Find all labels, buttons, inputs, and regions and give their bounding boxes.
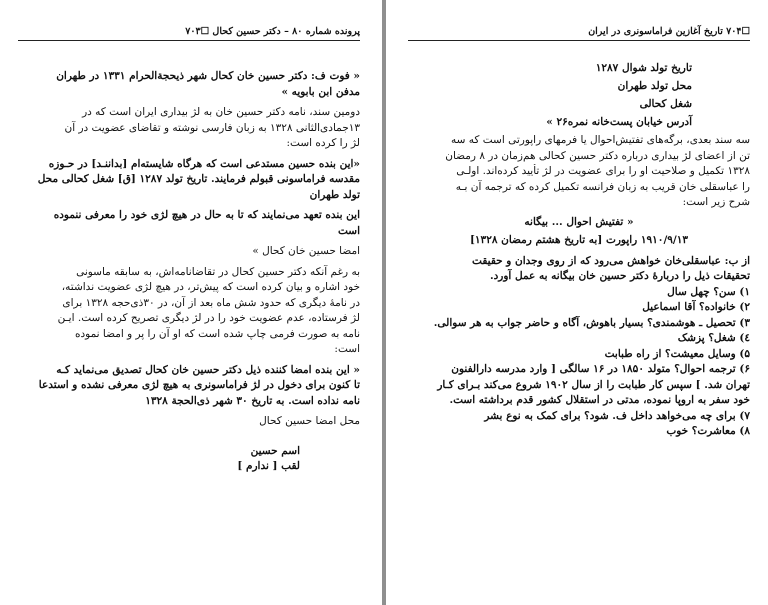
qa-line: ۳) تحصیل ـ هوشمندی؟ بسیار باهوش، آگاه و حاضر جواب به هر سوالی. [433, 316, 750, 329]
qa-line: ۸) معاشرت؟ خوب [666, 425, 750, 437]
paragraph-line: محل امضا حسین کحال [259, 415, 360, 427]
right-header-rule [408, 40, 750, 41]
paragraph-line: این بنده تعهد می‌نمایند که تا به حال در هیچ لژی خود را معرفی ننموده [53, 209, 360, 221]
info-line: شغل کحالی [639, 98, 692, 110]
paragraph-line: تولد طهران [309, 188, 360, 201]
paragraph-line: امضا حسین خان کحال » [252, 245, 360, 257]
right-page [386, 0, 768, 605]
qa-line: ۷) برای چه می‌خواهد داخل ف. شود؟ برای کمک به نوع بشر [484, 409, 750, 422]
qa-line: ٤) شغل؟ پزشک [677, 332, 750, 344]
section-title: « تفتیش احوال ... بیگانه [524, 215, 634, 228]
qa-line: ۵) وسایل معیشت؟ از راه طبابت [604, 347, 750, 360]
right-page-body [408, 59, 750, 440]
paragraph-line: تا کنون برای دخول در لژ فراماسونری به هیچ لژی معرفی نشده و استدعا [38, 379, 360, 391]
report-line: از ب: عباسقلی‌خان خواهش می‌رود که از روی وجدان و حقیقت [472, 254, 750, 267]
signature-line: اسم حسین [250, 444, 300, 457]
left-page [0, 0, 382, 605]
paragraph-line: « این بنده امضا کننده ذیل دکتر حسین خان کحال تصدیق می‌نماید کـه [56, 363, 360, 376]
paragraph-line: دومین سند، نامه دکتر حسین خان به لژ بیداری ایران است که در [82, 106, 360, 118]
info-line: آدرس خیابان پست‌خانه نمره۲۶ » [546, 116, 692, 128]
info-line: محل تولد طهران [617, 80, 692, 92]
report-heading: ۱۹۱۰/۹/۱۳ راپورت [به تاریخ هشتم رمضان ۱۳۲۸] [469, 234, 689, 246]
report-line: تحقیقات ذیل را دربارهٔ دکتر حسین خان بیگانه به عمل آورد. [489, 270, 750, 282]
paragraph-line: به رغم آنکه دکتر حسین کحال در تقاضانامه‌اش، به سابقه ماسونی [76, 265, 360, 278]
qa-line: ۶) ترجمه احوال؟ متولد ۱۸۵۰ در ۱۶ سالگی [ وارد مدرسه دارالفنون [451, 363, 750, 375]
paragraph-line: «این بنده حسین مستدعی است که هرگاه شایسته‌ام [بداننـد] در حـوزه [48, 157, 360, 170]
paragraph-line: لژ را کرده است: [286, 137, 360, 149]
qa-line: خود سفر به اروپا نموده، مدتی در استقلال کشور قدم برداشته است. [449, 394, 750, 406]
paragraph-line: ۱۳جمادی‌الثانی ۱۳۲۸ به زبان فارسی نوشته و تقاضای عضویت در آن [64, 121, 360, 134]
paragraph-line: مدفن ابن بابویه » [281, 85, 360, 98]
qa-line: ۲) خانواده؟ آقا اسماعیل [642, 301, 750, 313]
paragraph-line: مقدسه فراماسونی قبولم فرمایند. تاریخ تولد ۱۲۸۷ [ق] شغل کحالی محل [37, 173, 360, 185]
paragraph-line: ۱۳۲۸ تکمیل و صلاحیت او را برای عضویت در لژ تأیید کرده‌اند. اولـی [456, 165, 750, 177]
qa-line: تهران شد. ] سپس کار طبابت را از سال ۱۹۰۲ شروع می‌کند بـرای کـار [437, 378, 750, 391]
paragraph-line: تن از اعضای لژ بیداری درباره دکتر حسین کحالی هم‌زمان در ۸ رمضان [445, 149, 750, 162]
paragraph-line: را عباسقلی خان قریب به زبان فرانسه تکمیل کرده که ترجمه آن بـه [455, 180, 750, 193]
paragraph-line: لژ فرستاده، عدم عضویت خود را در لژ دیگری تصریح کرده است. ایـن [57, 312, 360, 324]
spacer [18, 430, 360, 444]
paragraph-line: « فوت ف: دکتر حسین خان کحال شهر ذیحجةالحرام ۱۳۳۱ در طهران [56, 70, 360, 82]
right-running-header: ☐۷۰۴ تاریخ آغازین فراماسونری در ایران [588, 26, 750, 37]
paragraph-line: نامه نداده است. به تاریخ ۳۰ شهر ذی‌الحجة ۱۳۲۸ [145, 394, 360, 407]
paragraph-line: است: [334, 343, 360, 355]
left-page-body [18, 69, 360, 475]
left-header-rule [18, 40, 360, 41]
paragraph-line: خود اشاره و بیان کرده است که پیش‌تر، در هیچ لژی عضویت نداشته، [61, 281, 360, 293]
paragraph-line: در نامهٔ دیگری که حدود شش ماه بعد از آن، در ۳۰ذی‌حجه ۱۳۲۸ برای [62, 296, 360, 309]
signature-line: لقب [ ندارم ] [237, 460, 300, 472]
paragraph-line: شرح زیر است: [682, 196, 750, 208]
qa-line: ۱) سن؟ چهل سال [667, 285, 750, 298]
paragraph-line: سه سند بعدی، برگه‌های تفتیش‌احوال یا فرمهای راپورتی است که سه [451, 134, 750, 146]
paragraph-line: نامه به صورت فرمی چاپ شده است که او آن را پر و امضا نموده [74, 327, 360, 340]
paragraph-line: است [337, 224, 360, 237]
info-line: تاریخ تولد شوال ۱۲۸۷ [595, 62, 692, 74]
left-running-header: پرونده شماره ۸۰ – دکتر حسین کحال ☐۷۰۳ [185, 26, 360, 37]
